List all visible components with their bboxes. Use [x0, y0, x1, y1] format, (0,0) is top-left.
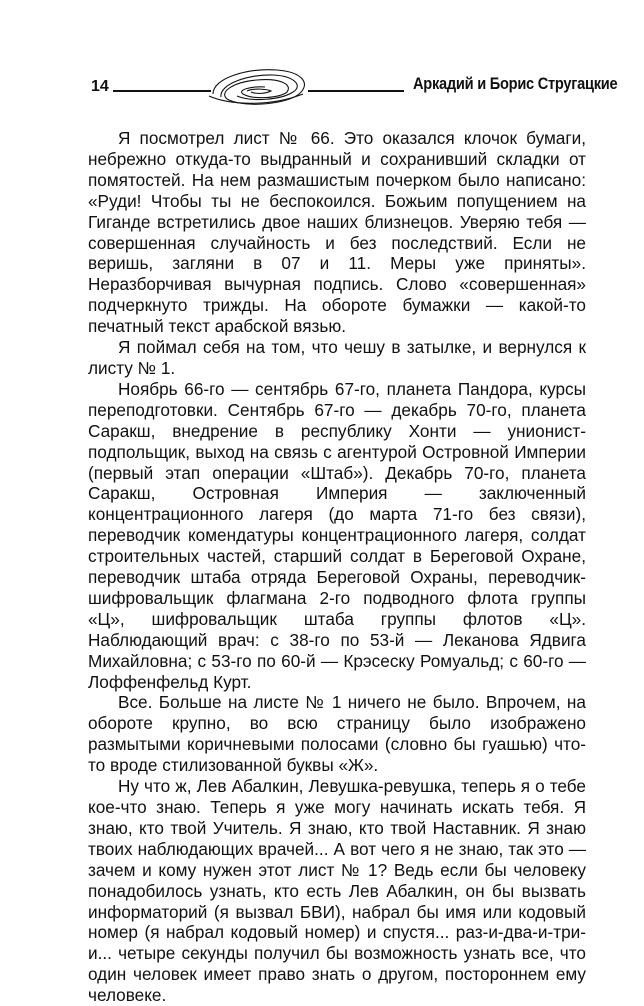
header-rule-right	[308, 90, 404, 92]
paragraph: Все. Больше на листе № 1 ничего не было. Впрочем, на обороте крупно, во всю страницу было изображено размытыми коричневыми полосами (словно бы гуашью) что-то вроде стилизованной буквы «Ж».	[88, 692, 586, 776]
paragraph: Я посмотрел лист № 66. Это оказался клочок бумаги, небрежно откуда-то выдранный и сохранивший складки от помятостей. На нем размашистым почерком было написано: «Руди! Чтобы ты не беспокоился. Божьим попущением на Гиганде встретились двое наших близнецов. Уверяю тебя — совершенная случайность и без последствий. Если не веришь, загляни в 07 и 11. Меры уже приняты». Неразборчивая вычурная подпись. Слово «совершенная» подчеркнуто трижды. На обороте бумажки — какой-то печатный текст арабской вязью.	[88, 128, 586, 337]
page-number: 14	[91, 78, 109, 95]
running-head: Аркадий и Борис Стругацкие	[413, 74, 618, 93]
paragraph: Ну что ж, Лев Абалкин, Левушка-ревушка, теперь я о тебе кое-что знаю. Теперь я уже могу начинать искать тебя. Я знаю, кто твой Учитель. Я знаю, кто твой Наставник. Я знаю твоих наблюдающих врачей... А вот чего я не знаю, так это — зачем и кому нужен этот лист № 1? Ведь если бы человеку понадобилось узнать, кто есть Лев Абалкин, он бы вызвать информаторий (я вызвал БВИ), набрал бы имя или кодовый номер (я набрал кодовый номер) и спустя... раз-и-два-и-три-и... четыре секунды получил бы возможность узнать все, что один человек имеет право знать о другом, постороннем ему человеке.	[88, 776, 586, 1006]
swirl-ornament-icon	[207, 64, 313, 110]
paragraph: Я поймал себя на том, что чешу в затылке, и вернулся к листу № 1.	[88, 337, 586, 378]
paragraph: Ноябрь 66-го — сентябрь 67-го, планета Пандора, курсы переподготовки. Сентябрь 67-го — декабрь 70-го, планета Саракш, внедрение в республику Хонти — унионист-подпольщик, выход на связь с агентурой Островной Империи (первый этап операции «Штаб»). Декабрь 70-го, планета Саракш, Островная Империя — заключенный концентрационного лагеря (до марта 71-го без связи), переводчик комендатуры концентрационного лагеря, солдат строительных частей, старший солдат в Береговой Охране, переводчик штаба отряда Береговой Охраны, переводчик-шифровальщик флагмана 2-го подводного флота группы «Ц», шифровальщик штаба группы флотов «Ц». Наблюдающий врач: с 38-го по 53-й — Леканова Ядвига Михайловна; с 53-го по 60-й — Крэсеску Ромуальд; с 60-го — Лоффенфельд Курт.	[88, 378, 586, 692]
body-text	[88, 128, 586, 1006]
page-header	[83, 62, 618, 112]
header-rule-left	[113, 90, 211, 92]
